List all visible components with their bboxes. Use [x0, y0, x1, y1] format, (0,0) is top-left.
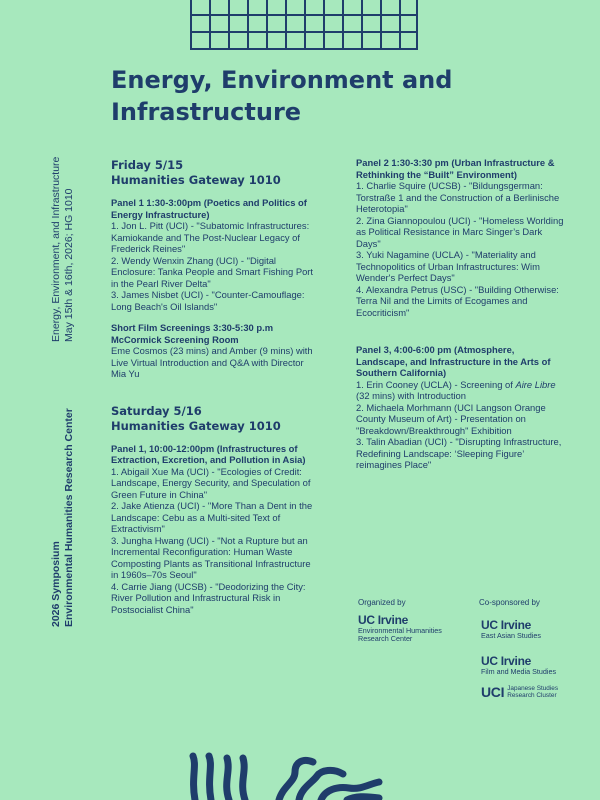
list-item: 3. Talin Abadian (UCI) - "Disrupting Infrastructure, Redefining Landscape: ‘Sleeping Figure’ reimagines Place" — [356, 436, 562, 470]
side-event-info — [50, 157, 76, 342]
side-center-name: Environmental Humanities Research Center — [63, 408, 75, 627]
list-item: 3. James Nisbet (UCI) - "Counter-Camouflage: Long Beach's Oil Islands" — [111, 289, 305, 312]
list-item: 2. Jake Atienza (UCI) - "More Than a Dent in the Landscape: Cebu as a Multi-sited Text of Extractivism" — [111, 500, 313, 534]
list-item: 2. Michaela Morhmann (UCI Langson Orange County Museum of Art) - Presentation on "Breakdown/Breakthrough" Exhibition — [356, 401, 546, 436]
wave-pattern-icon — [183, 752, 383, 800]
logo-main: UC Irvine — [481, 618, 531, 632]
logo-main: UCI — [481, 683, 505, 700]
saturday-venue: Humanities Gateway 1010 — [111, 418, 281, 433]
side-event-dates: May 15th & 16th, 2026; HG 1010 — [63, 188, 75, 342]
logo-japanese-studies — [481, 685, 591, 699]
saturday-day: Saturday 5/16 — [111, 403, 202, 418]
list-item: 4. Alexandra Petrus (USC) - "Building Otherwise: Terra Nil and the Limits of Ecogames and Ecocriticism" — [356, 283, 559, 318]
left-column — [111, 158, 319, 625]
list-item: 1. Charlie Squire (UCSB) - "Bildungsgerman: Torstraße 1 and the Construction of a Berlinische Heterotopia" — [356, 180, 560, 214]
panel-2 — [356, 157, 564, 318]
list-item: 3. Yuki Nagamine (UCLA) - "Materiality and Technopolitics of Urban Infrastructures: Wim Wender's Perfect Days" — [356, 249, 540, 283]
list-item: 2. Wendy Wenxin Zhang (UCI) - "Digital Enclosure: Tanka People and Smart Fishing Port in the Pearl River Delta" — [111, 254, 314, 289]
friday-day: Friday 5/15 — [111, 158, 184, 172]
list-item: 1. Jon L. Pitt (UCI) - "Subatomic Infrastructures: Kamiokande and The Post-Nuclear Legacy of Frederick Reines" — [111, 220, 310, 254]
list-item: 3. Jungha Hwang (UCI) - "Not a Rupture but an Incremental Reconfiguration: Human Waste Composting Plants as Transitional Infrastructure in 1960s–70s Seoul" — [111, 534, 311, 580]
side-symposium-label: 2026 Symposium — [50, 541, 62, 627]
logo-main: UC Irvine — [481, 654, 531, 668]
panel-3-heading: Panel 3, 4:00-6:00 pm (Atmosphere, Landscape, and Infrastructure in the Arts of Southern California) — [356, 344, 551, 378]
friday-panel-1 — [111, 197, 319, 312]
friday-heading — [111, 158, 319, 188]
logo-film-media-studies — [481, 655, 581, 676]
list-item: 2. Zina Giannopoulou (UCI) - "Homeless Worlding as Political Resistance in Marc Singer’s Dark Days" — [356, 214, 564, 249]
organized-by-label: Organized by — [358, 598, 406, 607]
friday-venue: Humanities Gateway 1010 — [111, 173, 281, 187]
saturday-panel-1 — [111, 443, 319, 616]
cosponsored-by-label: Co-sponsored by — [479, 598, 540, 607]
item-text: 1. Erin Cooney (UCLA) - Screening of — [356, 378, 516, 390]
logo-sub: Film and Media Studies — [481, 667, 557, 676]
panel-2-heading: Panel 2 1:30-3:30 pm (Urban Infrastructure & Rethinking the “Built” Environment) — [356, 157, 555, 180]
panel-3 — [356, 344, 564, 471]
list-item: 1. Abigail Xue Ma (UCI) - "Ecologies of Credit: Landscape, Energy Security, and Speculation of Green Future in China" — [111, 465, 311, 500]
logo-ehrc — [358, 614, 468, 643]
logo-sub: Environmental Humanities Research Center — [358, 626, 442, 643]
friday-panel-1-heading: Panel 1 1:30-3:00pm (Poetics and Politics of Energy Infrastructure) — [111, 197, 307, 220]
film-heading: Short Film Screenings 3:30-5:30 p.m — [111, 322, 274, 333]
film-title: Aire Libre — [515, 378, 556, 390]
logo-main: UC Irvine — [358, 613, 408, 627]
list-item: 4. Carrie Jiang (UCSB) - "Deodorizing the City: River Pollution and Infrastructural Risk in Postsocialist China" — [111, 580, 306, 615]
saturday-heading — [111, 404, 319, 434]
saturday-panel-1-heading: Panel 1, 10:00-12:00pm (Infrastructures of Extraction, Excretion, and Pollution in Asia) — [111, 442, 306, 465]
film-screening — [111, 322, 319, 380]
film-description: Eme Cosmos (23 mins) and Amber (9 mins) with Live Virtual Introduction and Q&A with Director Mia Yu — [111, 345, 313, 379]
film-venue: McCormick Screening Room — [111, 333, 239, 345]
grid-icon — [190, 0, 418, 50]
list-item — [356, 379, 564, 402]
page-title: Energy, Environment and Infrastructure — [111, 66, 453, 126]
side-event-title: Energy, Environment, and Infrastructure — [50, 156, 62, 342]
logo-east-asian-studies — [481, 619, 581, 640]
side-organizer-info — [50, 408, 76, 627]
logo-sub: Japanese Studies Research Cluster — [507, 685, 559, 699]
logo-sub: East Asian Studies — [481, 631, 541, 640]
right-column — [356, 157, 564, 481]
item-text: (32 mins) with Introduction — [356, 390, 466, 401]
